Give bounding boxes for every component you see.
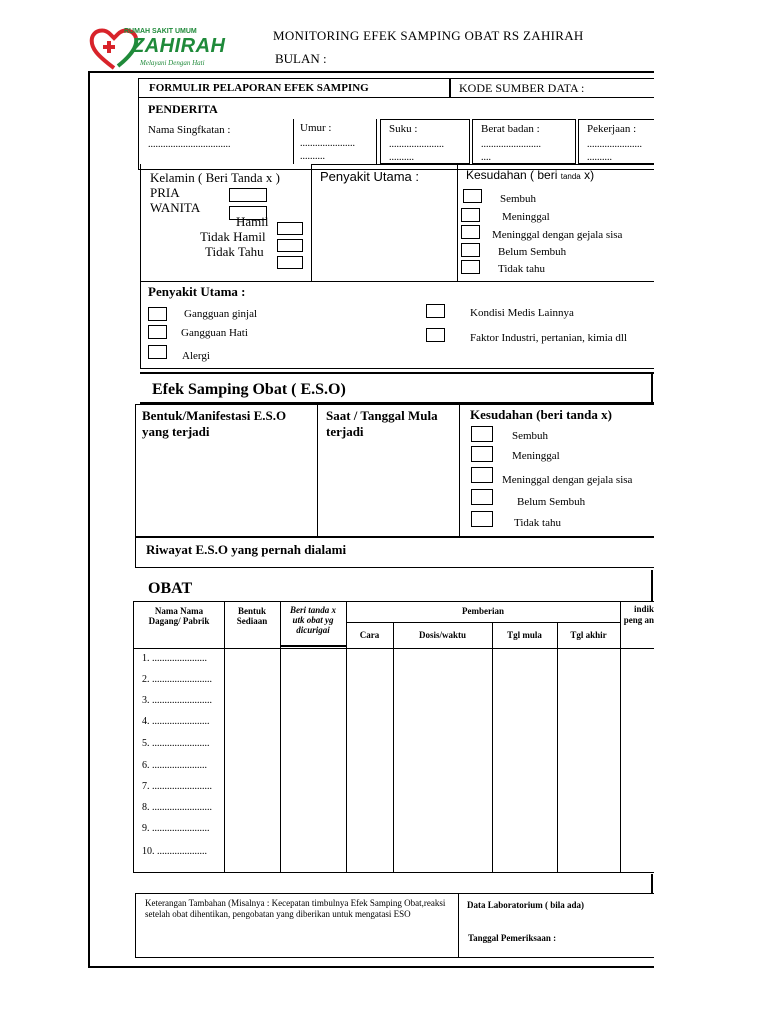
drug-row-8[interactable]: 8. ........................ bbox=[142, 802, 212, 813]
logo-top-text: RUMAH SAKIT UMUM bbox=[124, 28, 197, 35]
hospital-logo bbox=[88, 26, 238, 74]
col-route: Cara bbox=[359, 630, 380, 640]
source-code-box bbox=[450, 78, 654, 98]
patient-field-ethnicity: Suku : ...................... .......... bbox=[380, 119, 470, 164]
eso-outcome-cb-4[interactable] bbox=[471, 489, 493, 505]
eso-manifest-box: Bentuk/Manifestasi E.S.O yang terjadi bbox=[135, 404, 318, 537]
col-end: Tgl akhir bbox=[570, 630, 607, 640]
footer-right-border bbox=[651, 874, 653, 894]
patient-outcome-label: Kesudahan ( beri tanda x) bbox=[466, 168, 595, 182]
patient-outcome-cb-2[interactable] bbox=[461, 208, 480, 222]
conditions-label: Penyakit Utama : bbox=[148, 284, 246, 299]
drug-row-3[interactable]: 3. ........................ bbox=[142, 695, 212, 706]
not-pregnant-checkbox[interactable] bbox=[277, 239, 303, 252]
drug-row-9[interactable]: 9. ....................... bbox=[142, 823, 210, 834]
drugs-section-title: OBAT bbox=[148, 580, 193, 597]
patient-outcome-cb-4[interactable] bbox=[461, 243, 480, 257]
gender-female: WANITA bbox=[150, 200, 201, 215]
source-code-label: KODE SUMBER DATA : bbox=[459, 81, 585, 95]
col-indication: indik peng an bbox=[623, 604, 654, 625]
other-condition-checkbox[interactable] bbox=[426, 304, 445, 318]
eso-section-title: Efek Samping Obat ( E.S.O) bbox=[152, 381, 346, 398]
pregnant-checkbox[interactable] bbox=[277, 222, 303, 235]
kidney-checkbox[interactable] bbox=[148, 307, 167, 321]
drugs-right-border bbox=[651, 570, 653, 602]
col-form: Bentuk Sediaan bbox=[236, 606, 268, 626]
drug-row-4[interactable]: 4. ....................... bbox=[142, 716, 210, 727]
patient-field-occupation: Pekerjaan : ...................... .......... bbox=[578, 119, 654, 164]
logo-name: ZAHIRAH bbox=[132, 35, 226, 57]
col-admin: Pemberian bbox=[462, 606, 504, 616]
eso-date-box: Saat / Tanggal Mula terjadi bbox=[318, 404, 460, 537]
drug-row-5[interactable]: 5. ....................... bbox=[142, 738, 210, 749]
gender-label: Kelamin ( Beri Tanda x ) bbox=[150, 170, 280, 185]
unknown-checkbox[interactable] bbox=[277, 256, 303, 269]
eso-outcome-cb-3[interactable] bbox=[471, 467, 493, 483]
notes-box: Keterangan Tambahan (Misalnya : Kecepatan timbulnya Efek Samping Obat,reaksi setelah obat dihentikan, pengobatan yang diberikan untuk mengatasi ESO bbox=[135, 893, 459, 958]
patient-outcome-cb-1[interactable] bbox=[463, 189, 482, 203]
eso-outcome-cb-2[interactable] bbox=[471, 446, 493, 462]
month-label: BULAN : bbox=[275, 51, 327, 66]
col-drug-name: Nama Nama Dagang/ Pabrik bbox=[148, 606, 210, 626]
col-start: Tgl mula bbox=[507, 630, 542, 640]
patient-field-age: Umur : ...................... .......... bbox=[294, 119, 377, 164]
drug-row-2[interactable]: 2. ........................ bbox=[142, 674, 212, 685]
pregnant-label: Hamil bbox=[236, 214, 269, 229]
logo-tagline: Melayani Dengan Hati bbox=[140, 59, 205, 67]
form-title-box bbox=[138, 78, 450, 98]
lab-box: Data Laboratorium ( bila ada) Tanggal Pemeriksaan : bbox=[459, 893, 654, 958]
gender-male: PRIA bbox=[150, 185, 180, 200]
patient-section-label: PENDERITA bbox=[148, 102, 218, 116]
page-title: MONITORING EFEK SAMPING OBAT RS ZAHIRAH bbox=[273, 28, 584, 43]
patient-field-weight: Berat badan : ........................ .... bbox=[472, 119, 576, 164]
patient-field-name: Nama Singfkatan : ................................. bbox=[140, 119, 294, 164]
col-dose: Dosis/waktu bbox=[418, 630, 466, 640]
drug-row-1[interactable]: 1. ...................... bbox=[142, 653, 207, 664]
form-title: FORMULIR PELAPORAN EFEK SAMPING bbox=[149, 82, 369, 94]
eso-outcome-cb-5[interactable] bbox=[471, 511, 493, 527]
col-mark: Beri tanda x utk obat yg dicurigai bbox=[289, 605, 336, 635]
eso-right-border bbox=[651, 372, 653, 404]
male-checkbox[interactable] bbox=[229, 188, 267, 202]
eso-outcome-label: Kesudahan (beri tanda x) bbox=[470, 407, 612, 422]
drug-row-7[interactable]: 7. ........................ bbox=[142, 781, 212, 792]
drug-row-10[interactable]: 10. .................... bbox=[142, 846, 207, 857]
main-disease-label: Penyakit Utama : bbox=[320, 169, 419, 184]
liver-checkbox[interactable] bbox=[148, 325, 167, 339]
unknown-label: Tidak Tahu bbox=[205, 244, 264, 259]
industry-checkbox[interactable] bbox=[426, 328, 445, 342]
patient-outcome-cb-5[interactable] bbox=[461, 260, 480, 274]
eso-history-box: Riwayat E.S.O yang pernah dialami bbox=[135, 537, 654, 568]
allergy-checkbox[interactable] bbox=[148, 345, 167, 359]
patient-outcome-cb-3[interactable] bbox=[461, 225, 480, 239]
drug-row-6[interactable]: 6. ...................... bbox=[142, 760, 207, 771]
eso-divider bbox=[140, 372, 654, 374]
eso-outcome-cb-1[interactable] bbox=[471, 426, 493, 442]
not-pregnant-label: Tidak Hamil bbox=[200, 229, 266, 244]
